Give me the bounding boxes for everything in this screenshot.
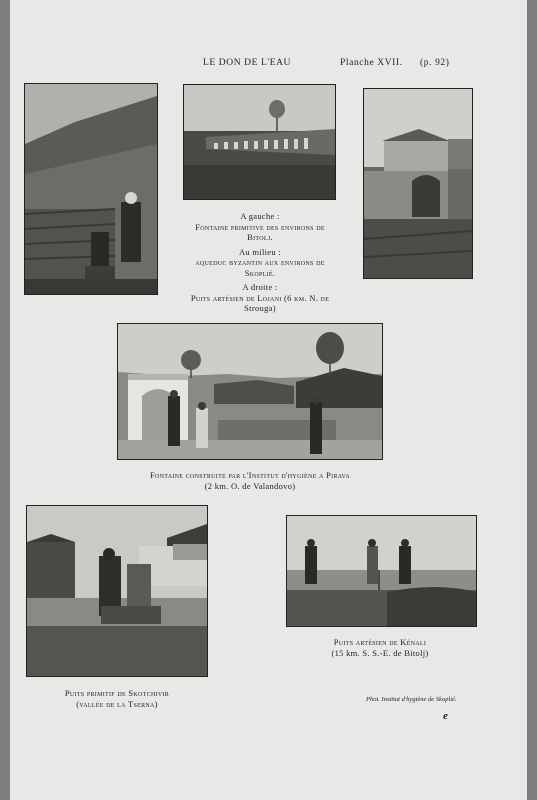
photo-artesian-well-kenali bbox=[286, 515, 477, 627]
caption-kenali-line1: Puits artésien de Kénali bbox=[333, 637, 427, 647]
photo-byzantine-aqueduct-skoplie bbox=[183, 84, 336, 200]
caption-left-heading: A gauche : bbox=[240, 211, 280, 221]
caption-right-text: Puits artésien de Lojani (6 km. N. de bbox=[190, 292, 330, 303]
plate-page bbox=[10, 0, 527, 800]
caption-right-text-2: Strouga) bbox=[244, 303, 276, 313]
running-title: LE DON DE L'EAU bbox=[203, 58, 292, 68]
kenali-caption bbox=[305, 637, 455, 658]
caption-kenali-line2: (15 km. S. S.-E. de Bitolj) bbox=[331, 647, 429, 658]
caption-skotchivir-line1: Puits primitif de Skotchivir bbox=[64, 688, 170, 698]
caption-pirava-line1: Fontaine construite par l'Institut d'hygiène a Pirava bbox=[149, 470, 351, 480]
middle-photo-caption bbox=[100, 470, 400, 491]
caption-middle-heading: Au milieu : bbox=[238, 246, 282, 257]
skotchivir-caption bbox=[32, 688, 202, 709]
caption-right-heading: A droite : bbox=[242, 282, 278, 292]
caption-left-text-2: Bitolj. bbox=[247, 232, 273, 242]
top-photos-caption bbox=[160, 211, 360, 314]
photo-credit: Phot. Institut d'hygiène de Skoplié. bbox=[366, 696, 457, 703]
caption-middle-text-2: Skoplié. bbox=[244, 267, 276, 278]
photo-fountain-pirava bbox=[117, 323, 383, 460]
caption-left-text: Fontaine primitive des environs de bbox=[195, 221, 325, 232]
caption-pirava-line2: (2 km. O. de Valandovo) bbox=[204, 480, 296, 491]
photo-primitive-fountain-bitolj bbox=[24, 83, 158, 295]
page-reference: (p. 92) bbox=[420, 58, 450, 68]
plate-number: Planche XVII. bbox=[340, 58, 403, 68]
caption-middle-text: aqueduc byzantin aux environs de bbox=[195, 257, 325, 267]
signature-mark: e bbox=[443, 710, 448, 722]
photo-primitive-well-skotchivir bbox=[26, 505, 208, 677]
caption-skotchivir-line2: (vallée de la Tserna) bbox=[76, 698, 158, 709]
photo-artesian-well-lojani bbox=[363, 88, 473, 279]
